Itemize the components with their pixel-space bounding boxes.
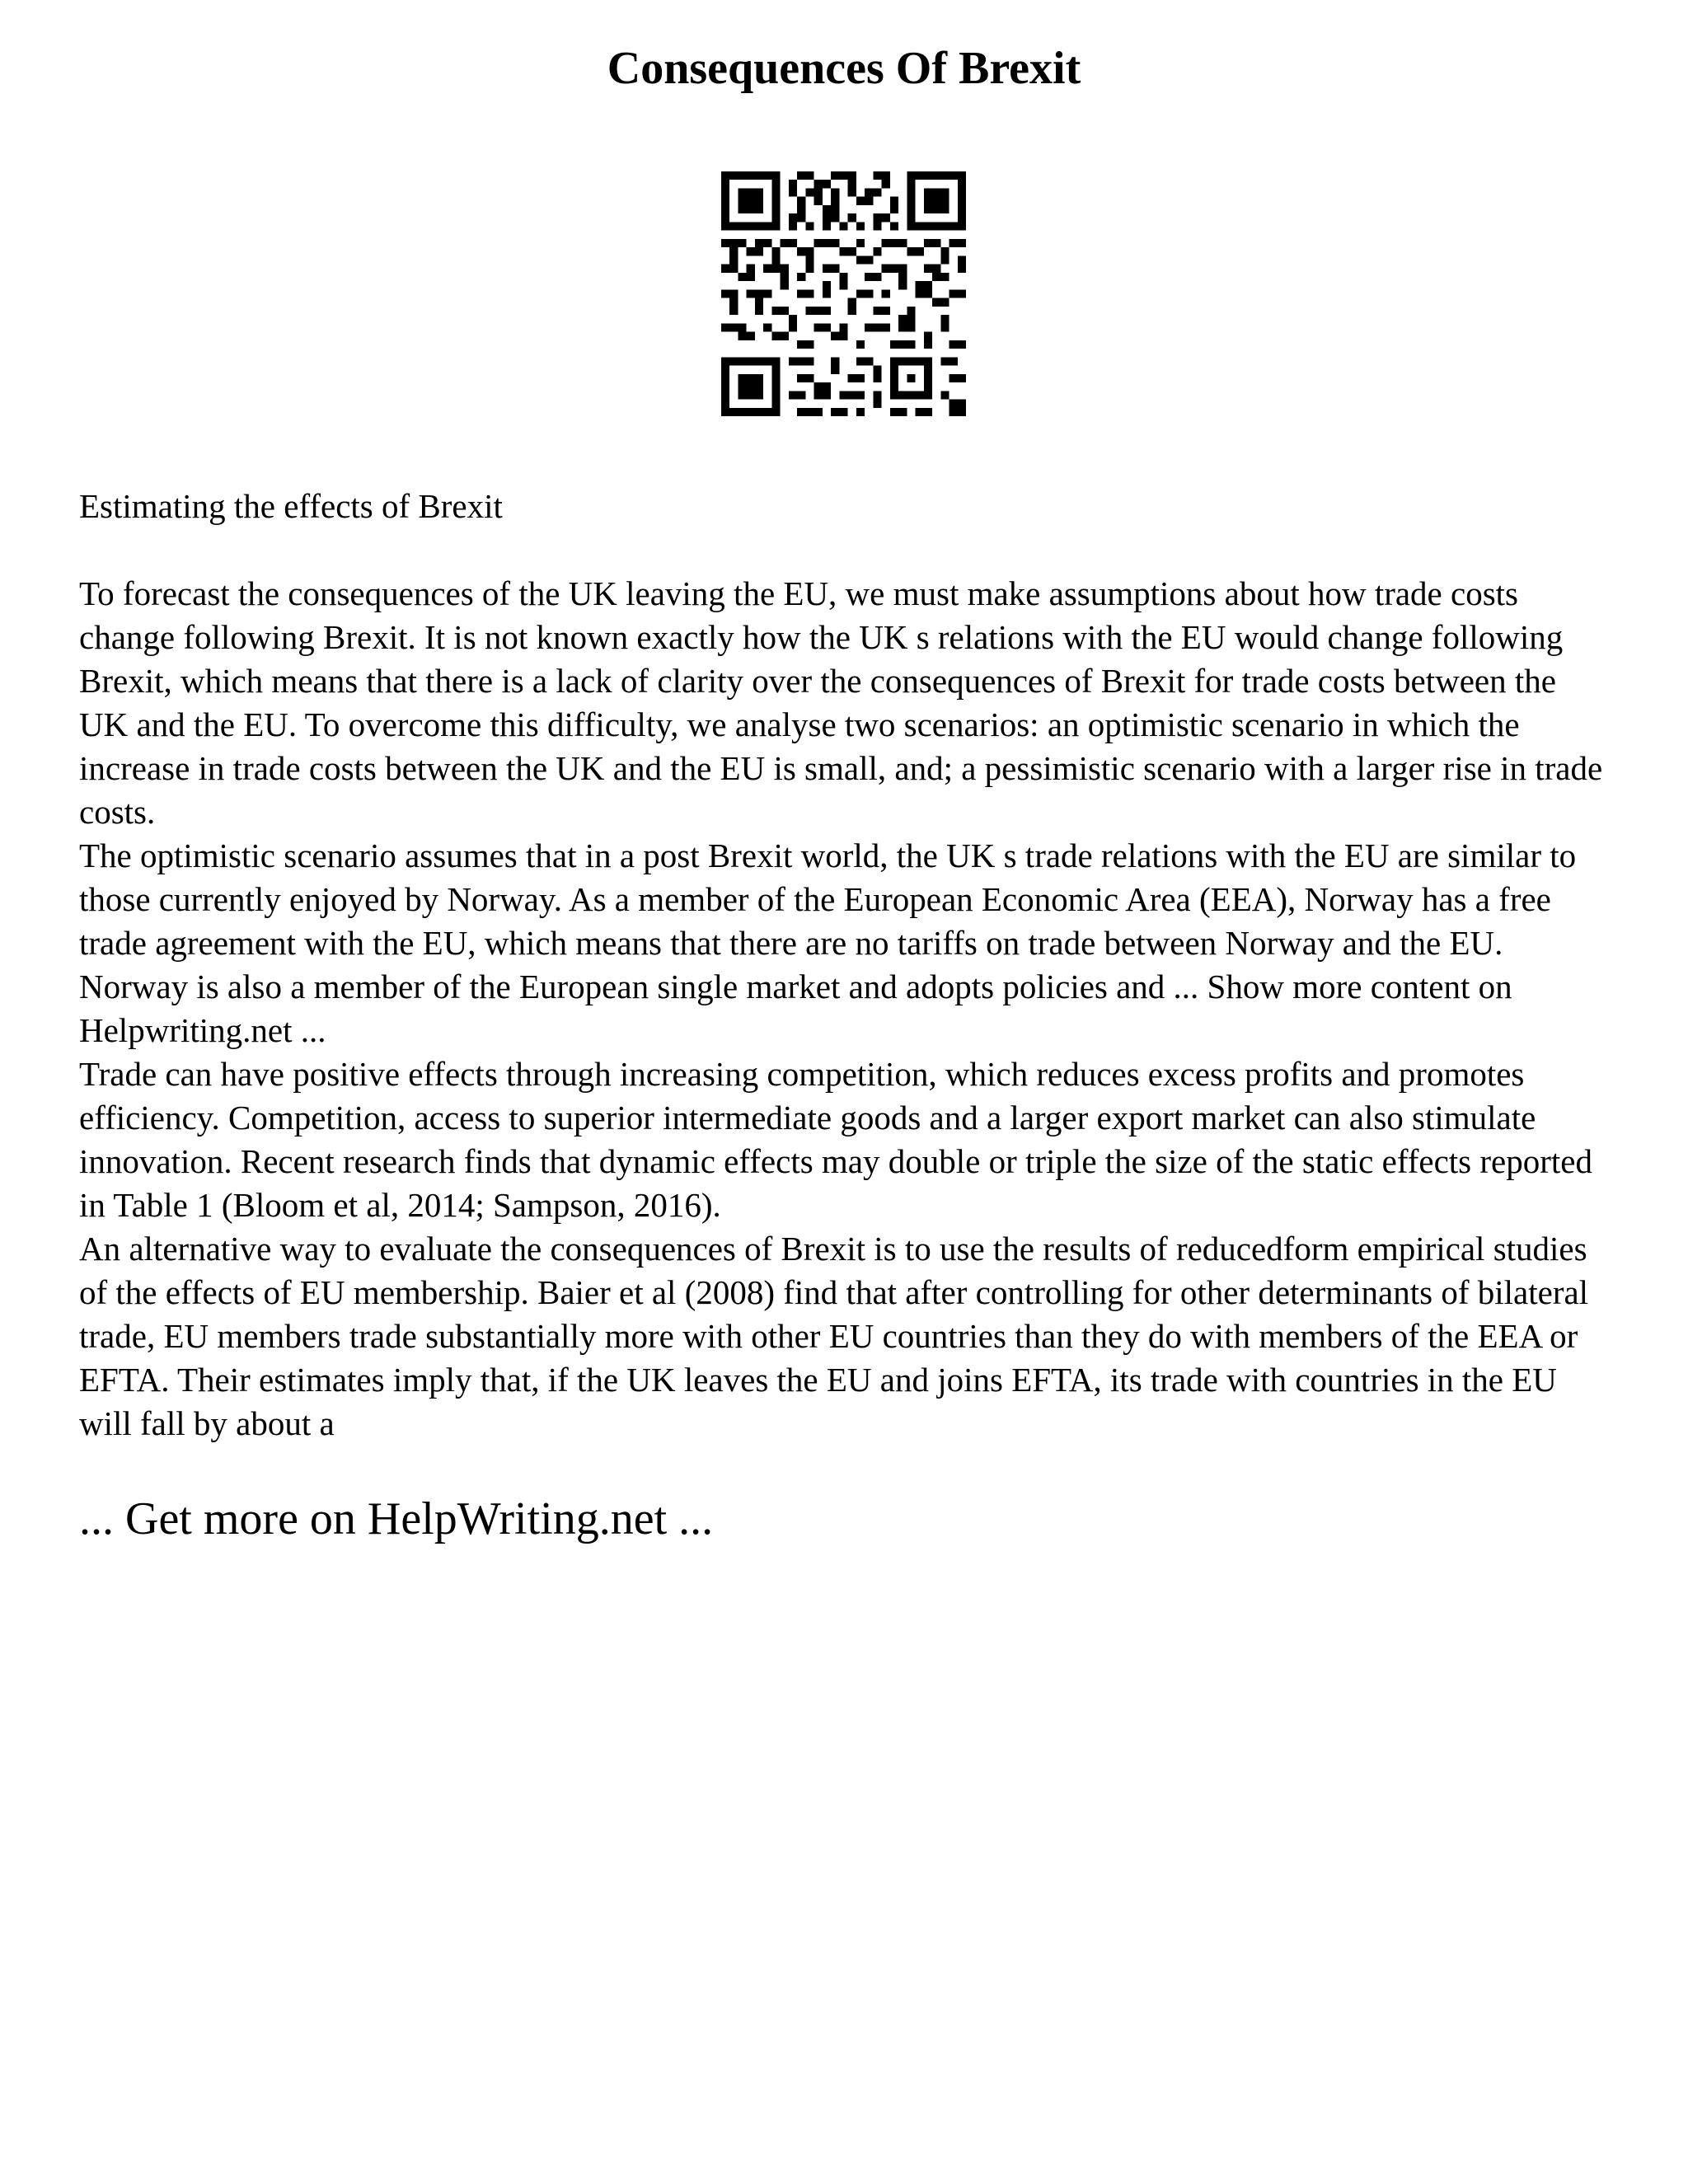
section-heading: Estimating the effects of Brexit: [79, 487, 503, 525]
paragraph: An alternative way to evaluate the consequences of Brexit is to use the results of reducedform empirical studies of the effects of EU membership. Baier et al (2008) find that after controlling for other determinants of bilateral trade, EU members trade substantially more with other EU countries than they do with members of the EEA or EFTA. Their estimates imply that, if the UK leaves the EU and joins EFTA, its trade with countries in the EU will fall by about a: [79, 1230, 1589, 1442]
page-title: Consequences Of Brexit: [607, 43, 1081, 94]
get-more-link[interactable]: ... Get more on HelpWriting.net ...: [79, 1493, 714, 1544]
article-body: [79, 485, 1612, 1446]
paragraph: The optimistic scenario assumes that in a post Brexit world, the UK s trade relations with the EU are similar to those currently enjoyed by Norway. As a member of the European Economic Area (EEA), Norway has a free trade agreement with the EU, which means that there are no tariffs on trade between Norway and the EU. Norway is also a member of the European single market and adopts policies and ... Show more content on Helpwriting.net ...: [79, 837, 1577, 1049]
paragraph: Trade can have positive effects through increasing competition, which reduces excess profits and promotes efficiency. Competition, access to superior intermediate goods and a larger export market can also stimulate innovation. Recent research finds that dynamic effects may double or triple the size of the static effects reported in Table 1 (Bloom et al, 2014; Sampson, 2016).: [79, 1055, 1592, 1224]
qr-code-icon: [721, 171, 966, 416]
paragraph: To forecast the consequences of the UK leaving the EU, we must make assumptions about how trade costs change following Brexit. It is not known exactly how the UK s relations with the EU would change following Brexit, which means that there is a lack of clarity over the consequences of Brexit for trade costs between the UK and the EU. To overcome this difficulty, we analyse two scenarios: an optimistic scenario in which the increase in trade costs between the UK and the EU is small, and; a pessimistic scenario with a larger rise in trade costs.: [79, 574, 1603, 831]
